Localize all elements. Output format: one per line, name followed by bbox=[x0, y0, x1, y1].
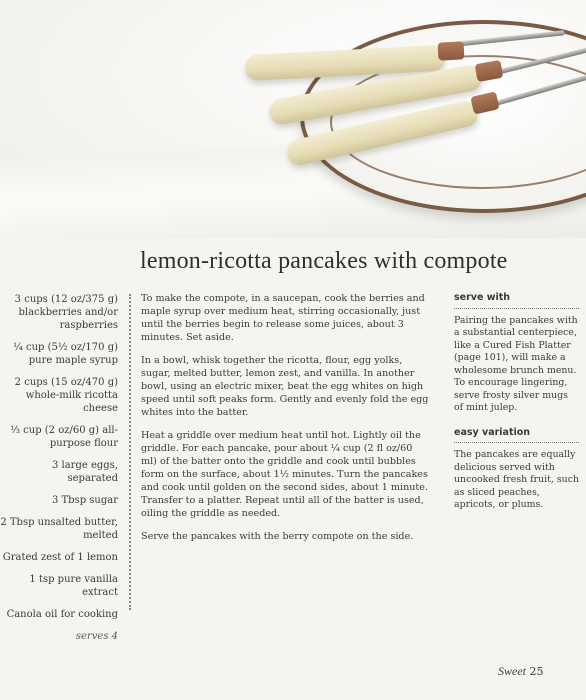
serve-with-heading: serve with bbox=[454, 292, 579, 309]
ingredient-item: ¼ cup (5½ oz/170 g) pure maple syrup bbox=[13, 342, 118, 366]
section-name: Sweet bbox=[498, 664, 526, 678]
ingredient-item: 3 cups (12 oz/375 g) blackberries and/or raspberries bbox=[14, 294, 118, 331]
page-number: 25 bbox=[529, 665, 544, 678]
ingredient-list bbox=[0, 293, 118, 652]
sidebar-notes bbox=[454, 292, 579, 524]
ingredient-item: 2 Tbsp unsalted butter, melted bbox=[0, 517, 118, 541]
page-footer bbox=[498, 664, 544, 679]
easy-variation-heading: easy variation bbox=[454, 427, 579, 444]
serves-count: serves 4 bbox=[75, 631, 118, 642]
recipe-title: lemon-ricotta pancakes with compote bbox=[140, 248, 508, 274]
ingredient-item: ⅓ cup (2 oz/60 g) all-purpose flour bbox=[10, 425, 118, 449]
ingredient-item: Grated zest of 1 lemon bbox=[2, 552, 118, 563]
method-paragraph: Heat a griddle over medium heat until hot. Lightly oil the griddle. For each pancake, pour about ¼ cup (2 fl oz/60 ml) of the batter onto the griddle and cook until bubbles form on the surface, about 1½ minutes. Turn the pancakes and cook until golden on the second sides, about 1 minute. Transfer to a platter. Repeat until all of the batter is used, oiling the griddle as needed. bbox=[141, 430, 429, 519]
ingredient-item: 1 tsp pure vanilla extract bbox=[29, 574, 118, 598]
method-paragraph: Serve the pancakes with the berry compote on the side. bbox=[141, 531, 414, 542]
easy-variation-text: The pancakes are equally delicious served with uncooked fresh fruit, such as sliced peaches, apricots, or plums. bbox=[454, 449, 580, 510]
ingredient-item: 3 large eggs, separated bbox=[51, 460, 118, 484]
ingredient-item: Canola oil for cooking bbox=[6, 609, 118, 620]
method-paragraph: To make the compote, in a saucepan, cook the berries and maple syrup over medium heat, stirring occasionally, just until the berries begin to release some juices, about 3 minutes. Set aside. bbox=[141, 293, 425, 343]
serve-with-text: Pairing the pancakes with a substantial centerpiece, like a Cured Fish Platter (page 101), will make a wholesome brunch menu. To encourage lingering, serve frosty silver mugs of mint julep. bbox=[454, 314, 578, 413]
ingredient-item: 2 cups (15 oz/470 g) whole-milk ricotta cheese bbox=[14, 377, 118, 414]
ingredient-item: 3 Tbsp sugar bbox=[51, 495, 118, 506]
method-text bbox=[141, 292, 431, 553]
method-paragraph: In a bowl, whisk together the ricotta, flour, egg yolks, sugar, melted butter, lemon zest, and vanilla. In another bowl, using an electric mixer, beat the egg whites on high speed until soft peaks form. Gently and evenly fold the egg whites into the batter. bbox=[141, 355, 429, 418]
column-divider bbox=[129, 294, 131, 610]
header-photo bbox=[0, 0, 586, 238]
utensil-ferrule bbox=[438, 41, 465, 60]
